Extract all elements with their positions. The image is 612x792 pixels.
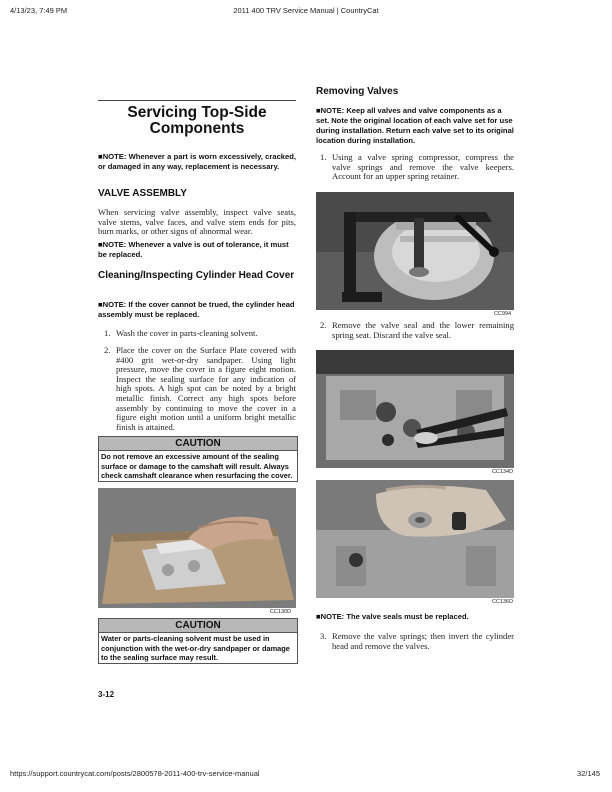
section-title-line2: Components <box>149 120 245 137</box>
print-page-title: 2011 400 TRV Service Manual | CountryCat <box>233 6 379 15</box>
paragraph-valve-assembly: When servicing valve assembly, inspect valve seats, valve stems, valve faces, and valve stem ends for pits, burn marks, or other signs of abnormal wear. <box>98 207 296 237</box>
caution-text: Do not remove an excessive amount of the sealing surface or damage to the camshaft will result. Always check camshaft clearance when resurfacing the cover. <box>101 452 293 481</box>
step-text: Remove the valve springs; then invert the cylinder head and remove the valves. <box>332 631 514 651</box>
photo-cover-on-surface-plate <box>98 488 296 608</box>
note-valve-seals-replaced: ■NOTE: The valve seals must be replaced. <box>316 612 469 621</box>
step-number: 1. <box>320 152 327 162</box>
step-number: 2. <box>104 345 111 355</box>
photo-code-cc134d: CC134D <box>492 469 514 475</box>
photo-valve-seals-in-hand <box>316 480 514 598</box>
caution-label: CAUTION <box>99 619 297 633</box>
heading-removing-valves: Removing Valves <box>316 86 399 97</box>
note-keep-valve-sets: ■NOTE: Keep all valves and valve components as a set. Note the original location of each valve set for use during installation. Return each valve set to its original location during installation. <box>316 106 514 145</box>
section-title <box>98 100 296 137</box>
step-number: 3. <box>320 631 327 641</box>
section-title-line1: Servicing Top-Side <box>127 104 267 121</box>
heading-cleaning-cover: Cleaning/Inspecting Cylinder Head Cover <box>98 270 295 281</box>
note-worn-parts: ■NOTE: Whenever a part is worn excessively, cracked, or damaged in any way, replacement is necessary. <box>98 152 296 171</box>
note-valve-tolerance: ■NOTE: Whenever a valve is out of tolerance, it must be replaced. <box>98 240 289 259</box>
print-url: https://support.countrycat.com/posts/2800578-2011-400-trv-service-manual <box>10 769 260 778</box>
photo-code-cc130d: CC130D <box>270 609 292 615</box>
step-number: 1. <box>104 328 111 338</box>
step-number: 2. <box>320 320 327 330</box>
note-cover-trued: ■NOTE: If the cover cannot be trued, the cylinder head assembly must be replaced. <box>98 300 295 319</box>
caution-box-sealing-surface <box>98 436 298 482</box>
step-text: Remove the valve seal and the lower remaining spring seat. Discard the valve seal. <box>332 320 514 340</box>
caution-box-water-solvent <box>98 618 298 664</box>
photo-code-cc994: CC994 <box>494 311 512 317</box>
step-text: Place the cover on the Surface Plate covered with #400 grit wet-or-dry sandpaper. Using light pressure, move the cover in a figure eight motion. Inspect the sealing surface for any indication of high spots. A high spot can be noted by a bright metallic finish. Correct any high spots before assembly by continuing to move the cover in a figure eight motion until a uniform bright metallic finish is attained. <box>116 345 296 432</box>
photo-code-cc136d: CC136D <box>492 599 514 605</box>
heading-valve-assembly: VALVE ASSEMBLY <box>98 188 187 199</box>
photo-valve-spring-compressor <box>316 192 514 310</box>
print-page-count: 32/145 <box>577 769 600 778</box>
photo-removing-valve-seal <box>316 350 514 468</box>
step-text: Using a valve spring compressor, compress the valve springs and remove the valve keepers. Account for an upper spring retainer. <box>332 152 514 182</box>
page-number: 3-12 <box>98 690 115 699</box>
print-datetime: 4/13/23, 7:49 PM <box>10 6 68 15</box>
caution-label: CAUTION <box>99 437 297 451</box>
caution-text: Water or parts-cleaning solvent must be used in conjunction with the wet-or-dry sandpaper or damage to the sealing surface may result. <box>101 634 290 663</box>
step-text: Wash the cover in parts-cleaning solvent. <box>116 328 258 338</box>
